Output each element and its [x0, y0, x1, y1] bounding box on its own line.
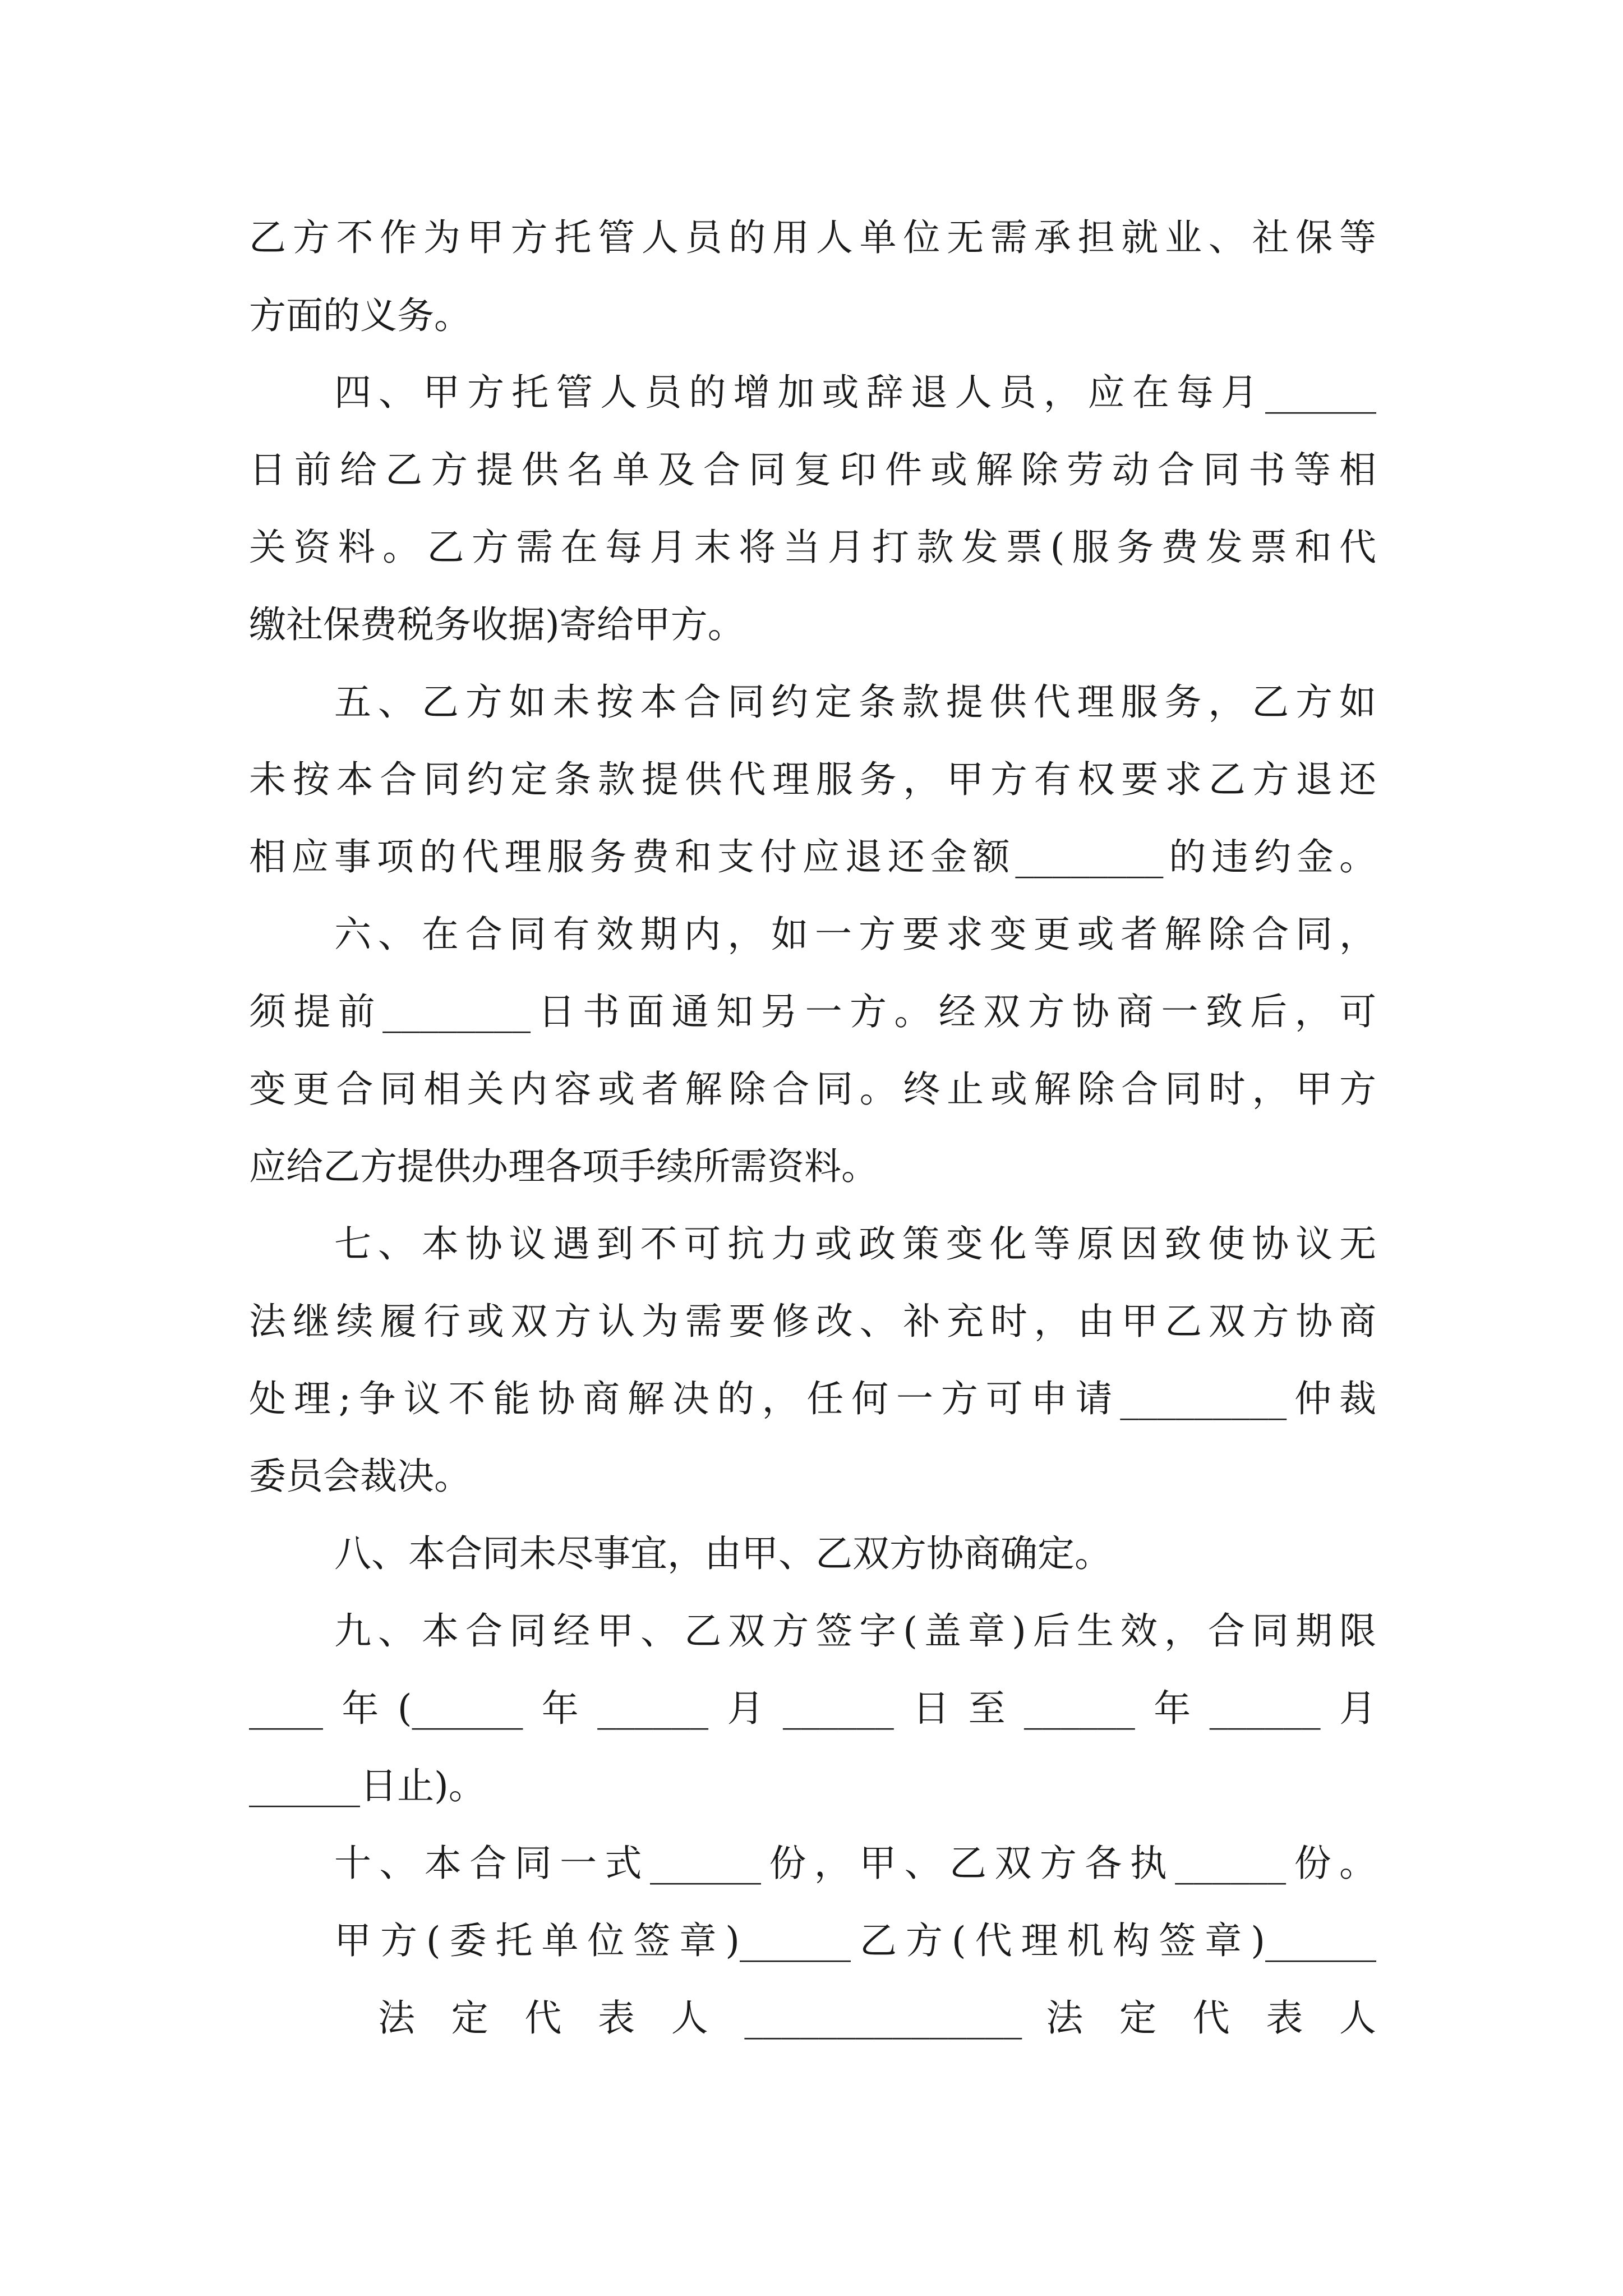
clause-4-line: 四、甲方托管人员的增加或辞退人员，应在每月______: [334, 371, 1376, 414]
clause-6-line: 变更合同相关内容或者解除合同。终止或解除合同时，甲方: [249, 1068, 1376, 1111]
clause-5-line: 未按本合同约定条款提供代理服务，甲方有权要求乙方退还: [249, 758, 1376, 801]
clause-5-line: 相应事项的代理服务费和支付应退还金额________的违约金。: [249, 835, 1376, 878]
clause-4-line: 缴社保费税务收据)寄给甲方。: [249, 603, 745, 646]
clause-7-line: 法继续履行或双方认为需要修改、补充时，由甲乙双方协商: [249, 1300, 1376, 1343]
clause-8-line: 八、本合同未尽事宜，由甲、乙双方协商确定。: [334, 1532, 1112, 1575]
clause-10-line: 十、本合同一式______份，甲、乙双方各执______份。: [334, 1842, 1376, 1885]
clause-9-line: ____年(______年______月______日至______年______月: [249, 1687, 1376, 1730]
clause-6-line: 应给乙方提供办理各项手续所需资料。: [249, 1145, 878, 1188]
clause-7-line: 处理;争议不能协商解决的，任何一方可申请_________仲裁: [249, 1377, 1376, 1420]
legal-representative-line: 法 定 代 表 人 _______________ 法 定 代 表 人: [378, 1996, 1376, 2040]
paragraph-line: 乙方不作为甲方托管人员的用人单位无需承担就业、社保等: [249, 216, 1376, 259]
clause-7-line: 委员会裁决。: [249, 1455, 471, 1498]
clause-9-line: 九、本合同经甲、乙双方签字(盖章)后生效，合同期限: [334, 1609, 1376, 1653]
clause-9-line: ______日止)。: [249, 1764, 486, 1807]
clause-6-line: 六、在合同有效期内，如一方要求变更或者解除合同，: [334, 913, 1376, 956]
clause-4-line: 关资料。乙方需在每月末将当月打款发票(服务费发票和代: [249, 526, 1376, 569]
paragraph-line: 方面的义务。: [249, 294, 471, 337]
clause-6-line: 须提前________日书面通知另一方。经双方协商一致后，可: [249, 990, 1376, 1033]
clause-5-line: 五、乙方如未按本合同约定条款提供代理服务，乙方如: [334, 680, 1376, 724]
clause-4-line: 日前给乙方提供名单及合同复印件或解除劳动合同书等相: [249, 448, 1376, 491]
clause-7-line: 七、本协议遇到不可抗力或政策变化等原因致使协议无: [334, 1222, 1376, 1266]
signature-line: 甲方(委托单位签章)______乙方(代理机构签章)______: [334, 1919, 1376, 1962]
